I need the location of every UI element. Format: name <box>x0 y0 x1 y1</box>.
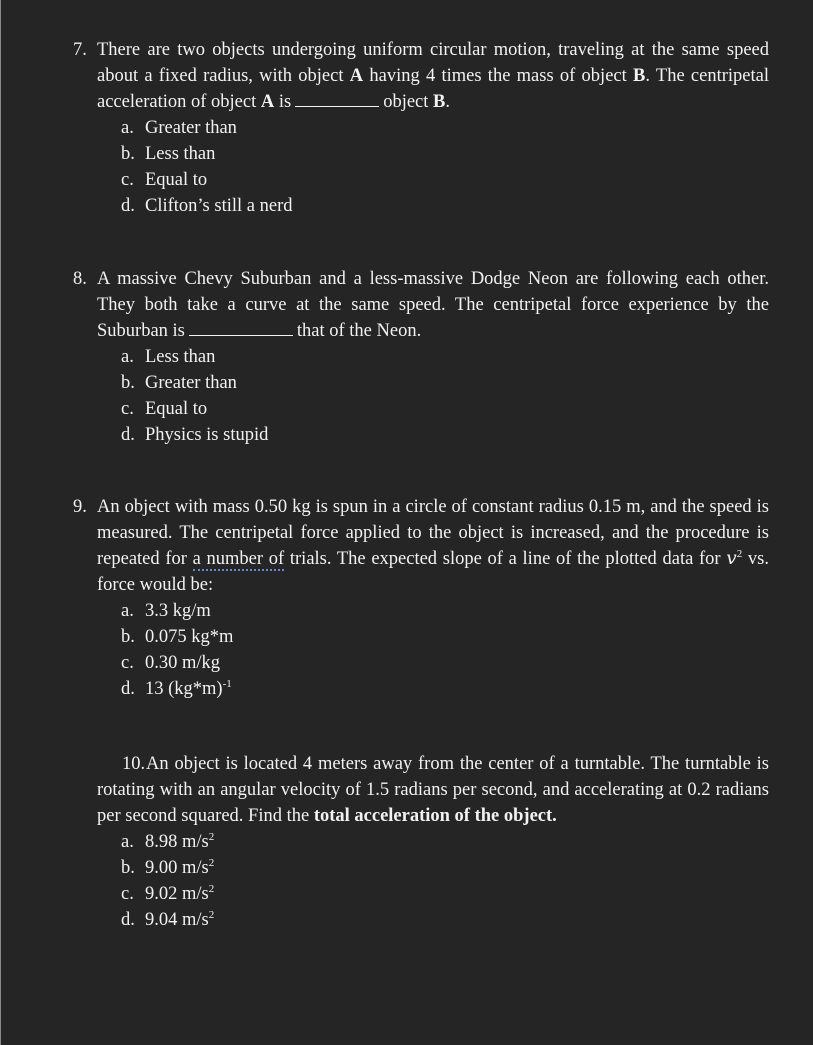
answer-blank <box>295 89 379 107</box>
option-a: a. Less than <box>121 347 216 367</box>
question-number: 7. <box>73 40 87 60</box>
option-b: b. Greater than <box>121 373 237 393</box>
question-stem: 8. A massive Chevy Suburban and a less-massive Dodge Neon are following each other. They both take a curve at the same speed. The centripetal force experience by the Suburban is that of the Neon. <box>73 266 769 344</box>
option-d: d. Physics is stupid <box>121 425 269 445</box>
question-stem: 9. An object with mass 0.50 kg is spun in a circle of constant radius 0.15 m, and the speed is measured. The centripetal force applied to the object is increased, and the procedure is repeated for a number of trials. The expected slope of a line of the plotted data for $v^2$ vs. force would be: <box>73 494 769 598</box>
question-7 <box>73 37 769 219</box>
question-10 <box>73 751 769 933</box>
question-8 <box>73 266 769 448</box>
question-number: 8. <box>73 269 87 289</box>
option-d: d. 9.04 $m/s^2$ <box>121 908 215 930</box>
option-b: b. 0.075 kg*m <box>121 627 234 647</box>
question-number: 10. <box>122 754 146 774</box>
question-number: 9. <box>73 497 87 517</box>
answer-blank <box>189 318 293 336</box>
option-c: c. Equal to <box>121 399 208 419</box>
answer-options <box>73 344 769 448</box>
option-c: c. 9.02 $m/s^2$ <box>121 882 215 904</box>
option-d: d. 13 $(kg*m)^{-1}$ <box>121 677 232 699</box>
option-c: c. 0.30 m/kg <box>121 653 221 673</box>
question-9 <box>73 494 769 702</box>
math-variable: v <box>726 548 737 569</box>
option-b: b. 9.00 $m/s^2$ <box>121 856 215 878</box>
option-a: a. 8.98 $m/s^2$ <box>121 830 215 852</box>
math-exponent: 2 <box>736 547 743 560</box>
answer-options <box>73 829 769 933</box>
answer-options <box>73 115 769 219</box>
question-stem: 7. There are two objects undergoing uniform circular motion, traveling at the same speed about a fixed radius, with object A having 4 times the mass of object B. The centripetal acceleration of object A is object B. <box>73 37 769 115</box>
option-d: d. Clifton’s still a nerd <box>121 196 293 216</box>
answer-options <box>73 598 769 702</box>
option-c: c. Equal to <box>121 170 208 190</box>
grammar-underline-text: a number of <box>192 549 285 569</box>
option-a: a. Greater than <box>121 118 237 138</box>
option-a: a. 3.3 kg/m <box>121 601 211 621</box>
option-b: b. Less than <box>121 144 216 164</box>
question-stem: 10. An object is located 4 meters away from the center of a turntable. The turntable is rotating with an angular velocity of 1.5 radians per second, and accelerating at 0.2 radians per second squared. Find the total acceleration of the object. <box>73 751 769 829</box>
